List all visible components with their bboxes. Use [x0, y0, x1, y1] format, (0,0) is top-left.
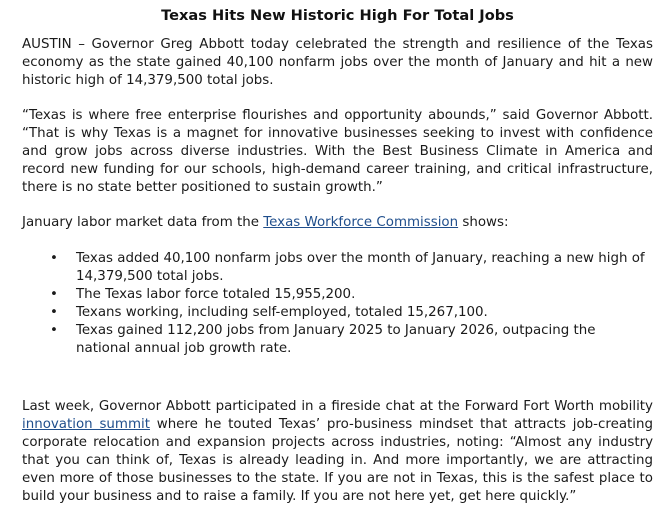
- labor-data-list: [22, 250, 653, 358]
- list-item: [50, 286, 653, 304]
- innovation-summit-link[interactable]: innovation summit: [22, 417, 150, 432]
- intro-paragraph: AUSTIN – Governor Greg Abbott today celebrated the strength and resilience of the Texas economy as the state gained 40,100 nonfarm jobs over the month of January and hit a new historic high of 14,379,500 total jobs.: [22, 37, 653, 88]
- list-item-text: Texans working, including self-employed, totaled 15,267,100.: [76, 305, 488, 320]
- bullet-icon: •: [50, 323, 58, 338]
- fireside-chat-paragraph: [22, 398, 653, 506]
- quote-paragraph: “Texas is where free enterprise flourishes and opportunity abounds,” said Governor Abbott. “That is why Texas is a magnet for innovative businesses seeking to invest with confidence and grow jobs across diverse industries. With the Best Business Climate in America and record new funding for our schools, high-demand career training, and critical infrastructure, there is no state better positioned to sustain growth.”: [22, 108, 653, 195]
- list-item: [50, 304, 653, 322]
- labor-data-intro-text-before: January labor market data from the: [22, 215, 264, 230]
- labor-data-intro: [22, 214, 653, 232]
- press-release: [0, 6, 666, 517]
- bullet-icon: •: [50, 305, 58, 320]
- list-item: [50, 250, 653, 286]
- list-item-text: Texas gained 112,200 jobs from January 2025 to January 2026, outpacing the national annual job growth rate.: [76, 323, 596, 356]
- list-item-text: Texas added 40,100 nonfarm jobs over the month of January, reaching a new high of 14,379,500 total jobs.: [76, 251, 645, 284]
- labor-data-intro-text-after: shows:: [458, 215, 509, 230]
- list-item: [50, 322, 653, 358]
- bullet-icon: •: [50, 251, 58, 266]
- texas-workforce-commission-link[interactable]: Texas Workforce Commission: [263, 215, 459, 230]
- fireside-chat-text-before: Last week, Governor Abbott participated in a fireside chat at the Forward Fort Worth mobility: [22, 399, 653, 414]
- fireside-chat-text-after: where he touted Texas’ pro-business mindset that attracts job-creating corporate relocation and expansion projects across industries, noting: “Almost any industry that you can think of, Texas is already leading in. And more importantly, we are attracting even more of those businesses to the state. If you are not in Texas, this is the safest place to build your business and to raise a family. If you are not here yet, get here quickly.”: [22, 417, 653, 504]
- page-title: Texas Hits New Historic High For Total Jobs: [161, 7, 514, 24]
- list-item-text: The Texas labor force totaled 15,955,200.: [76, 287, 356, 302]
- bullet-icon: •: [50, 287, 58, 302]
